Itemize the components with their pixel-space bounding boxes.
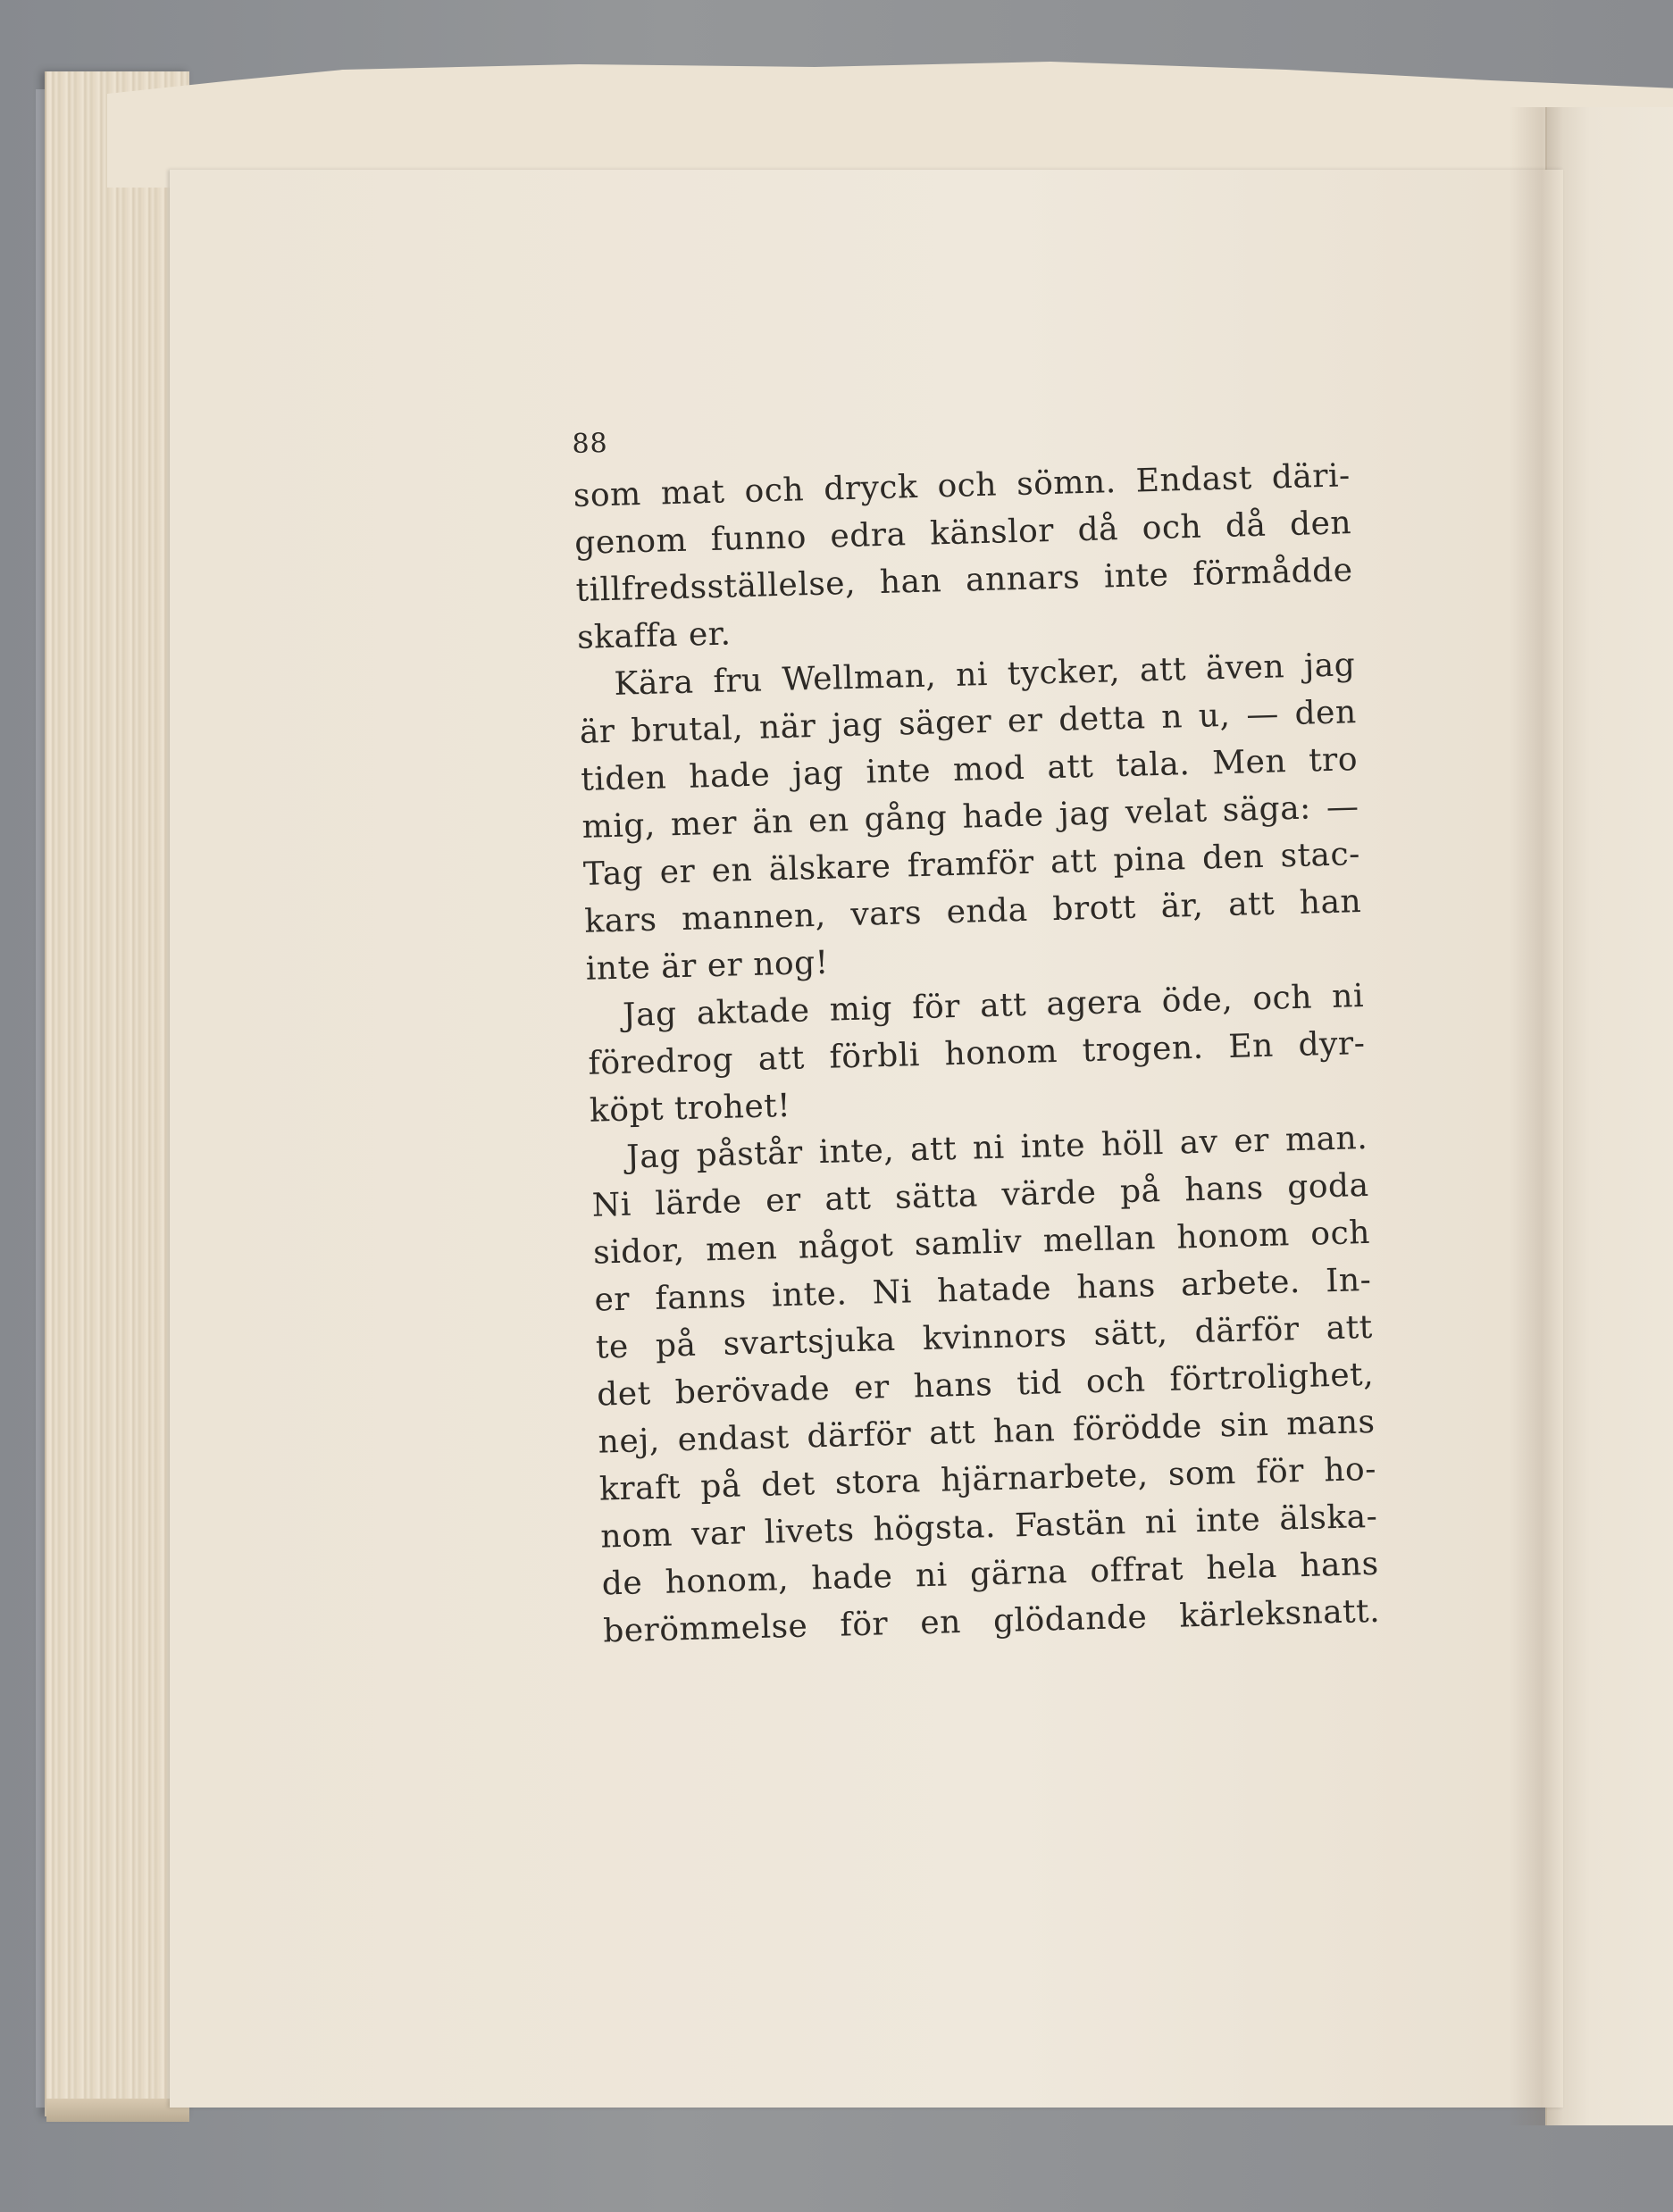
text-line: skaffa er. bbox=[576, 615, 732, 656]
text-line: kraft på det stora hjärnarbete, som för ho- bbox=[598, 1450, 1377, 1508]
text-line: nom var livets högsta. Fastän ni inte älska- bbox=[599, 1498, 1378, 1556]
text-line: Jag aktade mig för att agera öde, och ni bbox=[622, 978, 1365, 1034]
text-line: de honom, hade ni gärna offrat hela hans bbox=[601, 1545, 1380, 1603]
book-gutter bbox=[1510, 107, 1563, 2125]
text-line: mig, mer än en gång hade jag velat säga: — bbox=[581, 789, 1359, 846]
text-line: Jag påstår inte, att ni inte höll av er man. bbox=[625, 1119, 1368, 1176]
text-line: Kära fru Wellman, ni tycker, att även jag bbox=[613, 647, 1356, 703]
text-line: tillfredsställelse, han annars inte förmådde bbox=[575, 552, 1353, 609]
text-line: te på svartsjuka kvinnors sätt, därför att bbox=[595, 1308, 1374, 1366]
text-line: kars mannen, vars enda brott är, att han bbox=[583, 883, 1362, 940]
page-text-block bbox=[572, 408, 1381, 1655]
text-line: Ni lärde er att sätta värde på hans goda bbox=[591, 1166, 1370, 1224]
text-line: är brutal, när jag säger er detta n u, — den bbox=[579, 694, 1358, 751]
text-line: genom funno edra känslor då och då den bbox=[573, 505, 1352, 562]
text-line: tiden hade jag inte mod att tala. Men tro bbox=[580, 741, 1359, 798]
text-line: nej, endast därför att han förödde sin mans bbox=[598, 1403, 1376, 1461]
text-line: berömmelse för en glödande kärleksnatt. bbox=[602, 1592, 1381, 1650]
text-line: det berövade er hans tid och förtrolighet, bbox=[596, 1356, 1375, 1414]
right-page bbox=[1545, 107, 1673, 2125]
text-line: er fanns inte. Ni hatade hans arbete. In- bbox=[594, 1261, 1372, 1319]
page-edges-stack bbox=[45, 71, 189, 2116]
text-line: köpt trohet! bbox=[589, 1087, 791, 1130]
text-line: sidor, men något samliv mellan honom och bbox=[592, 1214, 1371, 1272]
text-line: inte är er nog! bbox=[585, 944, 830, 988]
page-number: 88 bbox=[572, 427, 609, 460]
text-line: Tag er en älskare framför att pina den stac- bbox=[582, 836, 1361, 893]
text-line: föredrog att förbli honom trogen. En dyr- bbox=[588, 1024, 1366, 1082]
torn-top-edge bbox=[107, 54, 1673, 188]
text-line: som mat och dryck och sömn. Endast däri- bbox=[573, 457, 1351, 514]
